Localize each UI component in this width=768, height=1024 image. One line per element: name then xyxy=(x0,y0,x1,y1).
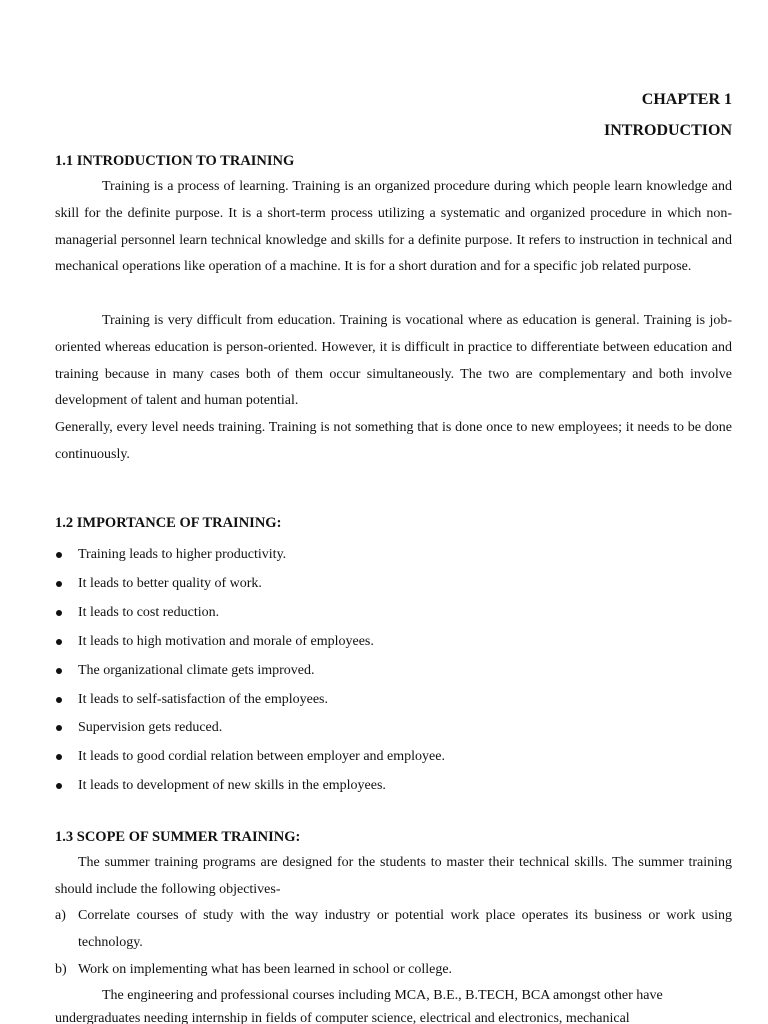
list-item: It leads to self-satisfaction of the employees. xyxy=(55,686,735,715)
section-heading-introduction-to-training: 1.1 INTRODUCTION TO TRAINING xyxy=(55,153,295,169)
paragraph-training-definition: Training is a process of learning. Training is an organized procedure during which people learn knowledge and skill for the definite purpose. It is a short-term process utilizing a systematic and organized procedure in which non-managerial personnel learn technical knowledge and skills for a definite purpose. It refers to instruction in technical and mechanical operations like operation of a machine. It is for a short duration and for a specific job related purpose. xyxy=(55,179,732,275)
chapter-number: CHAPTER 1 xyxy=(641,91,732,108)
list-item: It leads to high motivation and morale of employees. xyxy=(55,628,735,657)
list-item: Supervision gets reduced. xyxy=(55,714,735,743)
paragraph-engineering-courses: The engineering and professional courses including MCA, B.E., B.TECH, BCA amongst other have xyxy=(102,988,663,1003)
objective-marker: a) xyxy=(55,908,66,923)
importance-bullet-list xyxy=(55,541,735,801)
section-heading-importance-of-training: 1.2 IMPORTANCE OF TRAINING: xyxy=(55,515,282,531)
list-item: It leads to cost reduction. xyxy=(55,599,735,628)
list-item: Training leads to higher productivity. xyxy=(55,541,735,570)
paragraph-training-vs-education: Training is very difficult from education. Training is vocational where as education is general. Training is job-oriented whereas education is person-oriented. However, it is difficult in practice to differentiate between education and training because in many cases both of them occur simultaneously. The two are complementary and both involve development of talent and human potential. xyxy=(55,313,732,409)
objective-text: Work on implementing what has been learned in school or college. xyxy=(78,962,453,977)
list-item: It leads to better quality of work. xyxy=(55,570,735,599)
chapter-title: INTRODUCTION xyxy=(603,122,732,139)
section-heading-scope-of-summer-training: 1.3 SCOPE OF SUMMER TRAINING: xyxy=(55,829,301,845)
objective-text: Correlate courses of study with the way industry or potential work place operates its business or work using technology. xyxy=(78,908,732,950)
list-item: The organizational climate gets improved. xyxy=(55,657,735,686)
paragraph-continuous-training: Generally, every level needs training. Training is not something that is done once to new employees; it needs to be done continuously. xyxy=(55,420,732,462)
objective-item-a xyxy=(55,903,732,957)
paragraph-cut-off-line: undergraduates needing internship in fields of computer science, electrical and electronics, mechanical xyxy=(55,1011,630,1024)
objective-marker: b) xyxy=(55,962,67,977)
list-item: It leads to development of new skills in the employees. xyxy=(55,772,735,801)
list-item: It leads to good cordial relation between employer and employee. xyxy=(55,743,735,772)
paragraph-summer-training-intro: The summer training programs are designed for the students to master their technical skills. The summer training should include the following objectives- xyxy=(55,855,732,897)
objective-item-b xyxy=(55,957,732,984)
